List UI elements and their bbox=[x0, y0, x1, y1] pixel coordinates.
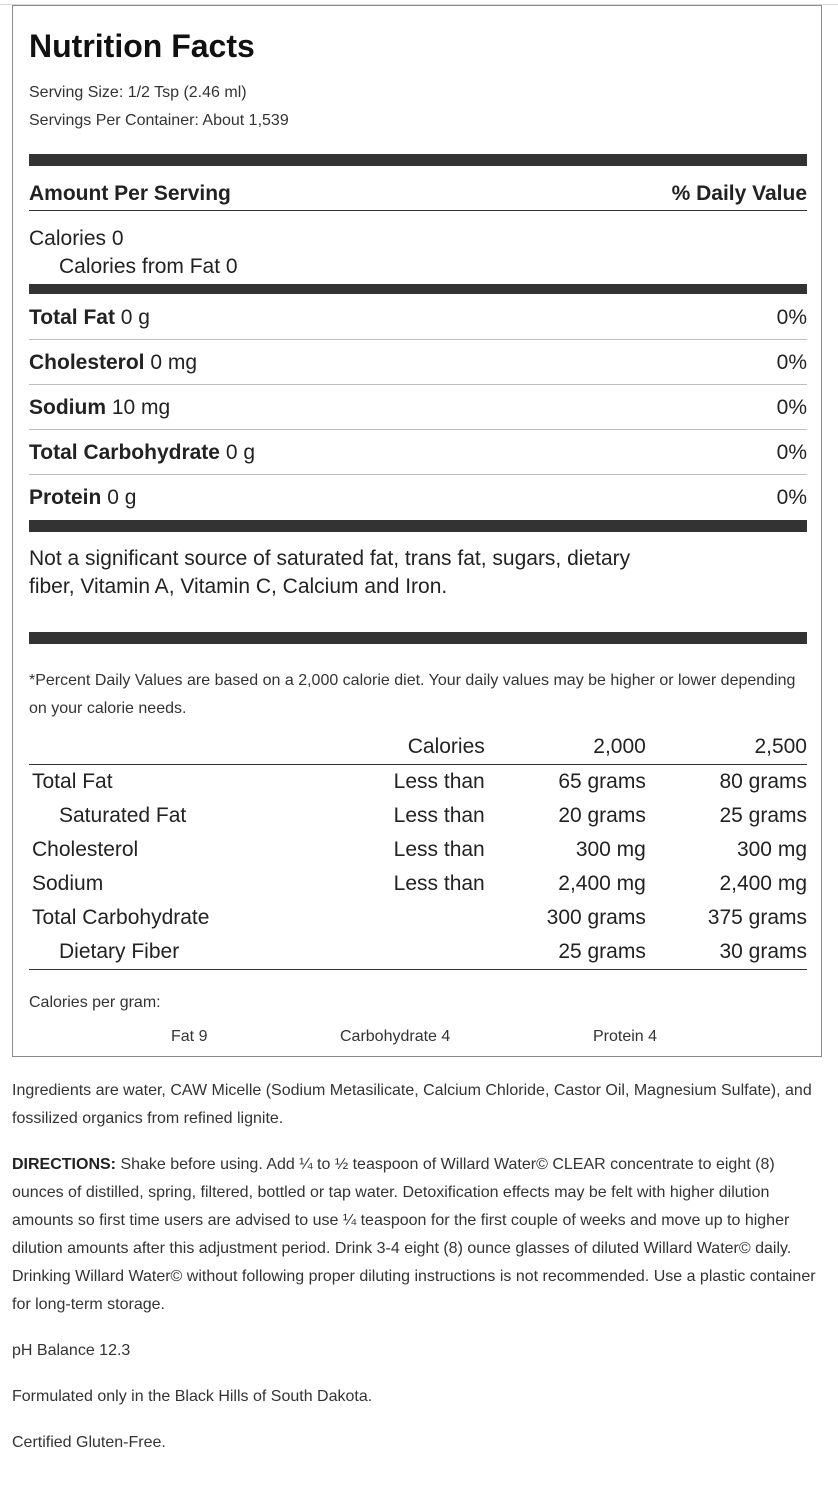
table-row bbox=[29, 833, 807, 867]
table-cell: 300 grams bbox=[546, 906, 646, 929]
ph-balance-text: pH Balance 12.3 bbox=[12, 1342, 131, 1359]
table-cell: 20 grams bbox=[558, 804, 646, 827]
nutrient-dv: 0% bbox=[776, 441, 807, 464]
divider bbox=[29, 474, 807, 475]
table-cell: 65 grams bbox=[558, 770, 646, 793]
divider bbox=[29, 339, 807, 340]
nutrient-name: Total Fat bbox=[29, 306, 115, 329]
table-cell: 25 grams bbox=[485, 935, 646, 970]
amount-per-serving-label: Amount Per Serving bbox=[29, 182, 231, 205]
amount-per-serving-header bbox=[29, 181, 807, 207]
table-header-cell: 2,000 bbox=[485, 734, 646, 765]
servings-per-container: Servings Per Container: About 1,539 bbox=[29, 112, 289, 129]
thick-divider bbox=[29, 632, 807, 644]
daily-value-table bbox=[29, 734, 807, 970]
nutrition-facts-label bbox=[12, 5, 822, 1057]
nutrient-dv: 0% bbox=[776, 306, 807, 329]
table-cell: 30 grams bbox=[646, 935, 807, 970]
table-header-cell bbox=[29, 734, 348, 765]
calories-row: Calories 0 bbox=[29, 227, 124, 250]
table-row bbox=[29, 867, 807, 901]
divider bbox=[29, 384, 807, 385]
nutrient-name: Protein bbox=[29, 486, 102, 509]
table-cell: Less than bbox=[393, 804, 485, 827]
directions-text bbox=[12, 1151, 822, 1319]
calories-per-gram-fat: Fat 9 bbox=[171, 1028, 208, 1045]
table-cell: Saturated Fat bbox=[59, 804, 187, 827]
divider bbox=[29, 210, 807, 211]
nutrient-name: Sodium bbox=[29, 396, 106, 419]
table-cell: 2,400 mg bbox=[719, 872, 807, 895]
thick-divider bbox=[29, 284, 807, 294]
not-significant-note: Not a significant source of saturated fat, trans fat, sugars, dietary fiber, Vitamin A, Vitamin C, Calcium and Iron. bbox=[29, 547, 631, 598]
nutrient-dv: 0% bbox=[776, 351, 807, 374]
table-row bbox=[29, 765, 807, 800]
table-cell: Less than bbox=[393, 770, 485, 793]
daily-value-footnote: *Percent Daily Values are based on a 2,000 calorie diet. Your daily values may be higher or lower depending on your calorie needs. bbox=[29, 672, 796, 717]
calories-per-gram-carbohydrate: Carbohydrate 4 bbox=[340, 1028, 451, 1045]
nutrient-amount: 10 mg bbox=[111, 396, 171, 419]
thick-divider bbox=[29, 520, 807, 532]
table-cell bbox=[348, 901, 485, 935]
gluten-free-text: Certified Gluten-Free. bbox=[12, 1434, 166, 1451]
table-cell: Less than bbox=[393, 872, 485, 895]
table-row bbox=[29, 935, 807, 970]
nutrient-row-total-fat bbox=[29, 305, 807, 331]
calories-from-fat-row: Calories from Fat 0 bbox=[59, 255, 238, 278]
table-cell bbox=[348, 935, 485, 970]
table-cell: Total Fat bbox=[32, 770, 113, 793]
label-title: Nutrition Facts bbox=[29, 28, 255, 64]
daily-value-header: % Daily Value bbox=[671, 182, 807, 205]
nutrient-amount: 0 g bbox=[107, 486, 137, 509]
table-cell: 300 mg bbox=[736, 838, 807, 861]
nutrient-row-cholesterol bbox=[29, 350, 807, 376]
nutrient-row-sodium bbox=[29, 395, 807, 421]
table-cell: Dietary Fiber bbox=[29, 935, 348, 970]
table-cell: Cholesterol bbox=[32, 838, 139, 861]
table-row bbox=[29, 901, 807, 935]
table-cell: Less than bbox=[393, 838, 485, 861]
nutrient-row-total-carbohydrate bbox=[29, 440, 807, 466]
table-cell: 80 grams bbox=[719, 770, 807, 793]
nutrient-amount: 0 mg bbox=[150, 351, 198, 374]
table-cell: Sodium bbox=[32, 872, 104, 895]
directions-label: DIRECTIONS: bbox=[12, 1156, 116, 1173]
nutrient-row-protein bbox=[29, 485, 807, 511]
nutrient-dv: 0% bbox=[776, 486, 807, 509]
nutrient-amount: 0 g bbox=[120, 306, 150, 329]
table-header-row bbox=[29, 734, 807, 765]
table-cell: 2,400 mg bbox=[558, 872, 646, 895]
divider bbox=[29, 429, 807, 430]
nutrient-name: Total Carbohydrate bbox=[29, 441, 220, 464]
formulated-text: Formulated only in the Black Hills of South Dakota. bbox=[12, 1388, 373, 1405]
calories-per-gram-label: Calories per gram: bbox=[29, 994, 161, 1011]
table-header-cell: 2,500 bbox=[646, 734, 807, 765]
table-cell: 25 grams bbox=[719, 804, 807, 827]
nutrient-amount: 0 g bbox=[225, 441, 256, 464]
serving-size: Serving Size: 1/2 Tsp (2.46 ml) bbox=[29, 84, 247, 101]
table-cell: Total Carbohydrate bbox=[32, 906, 210, 929]
ingredients-text: Ingredients are water, CAW Micelle (Sodium Metasilicate, Calcium Chloride, Castor Oil, Magnesium Sulfate), and fossilized organics from refined lignite. bbox=[12, 1082, 812, 1127]
nutrient-name: Cholesterol bbox=[29, 351, 145, 374]
nutrient-dv: 0% bbox=[776, 396, 807, 419]
calories-per-gram-protein: Protein 4 bbox=[593, 1028, 658, 1045]
table-header-cell: Calories bbox=[348, 734, 485, 765]
table-cell: 300 mg bbox=[575, 838, 646, 861]
table-cell: 375 grams bbox=[707, 906, 807, 929]
thick-divider bbox=[29, 154, 807, 166]
table-row bbox=[29, 799, 807, 833]
directions-body: Shake before using. Add ¼ to ½ teaspoon of Willard Water© CLEAR concentrate to eight (8) ounces of distilled, spring, filtered, bottled or tap water. Detoxification effects may be felt with higher dilution amounts so first time users are advised to use ¼ teaspoon for the first couple of weeks and move up to higher dilution amounts after this adjustment period. Drink 3-4 eight (8) ounce glasses of diluted Willard Water© daily. Drinking Willard Water© without following proper diluting instructions is not recommended. Use a plastic container for long-term storage. bbox=[12, 1156, 816, 1313]
